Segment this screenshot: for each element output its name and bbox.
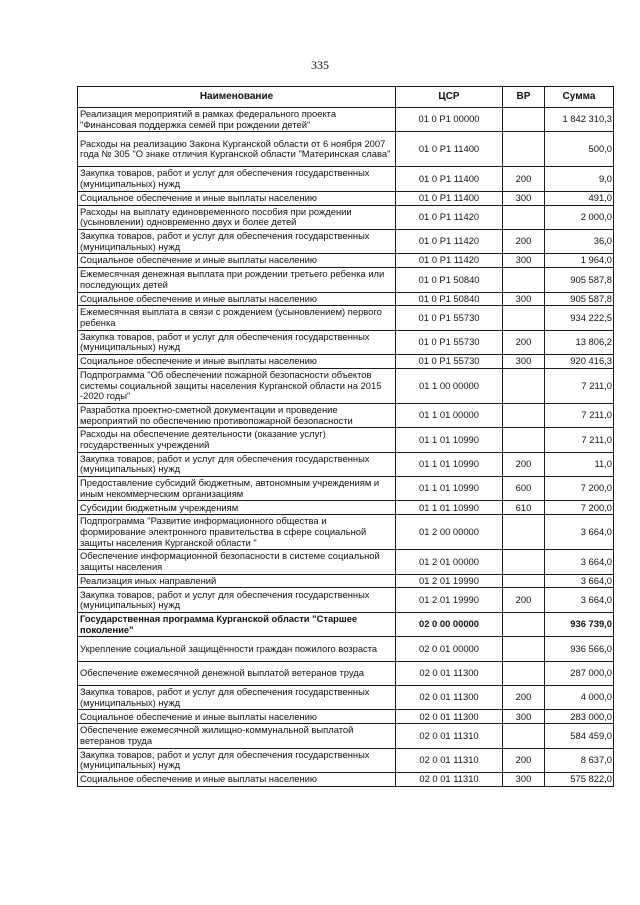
table-row (78, 355, 614, 369)
cell-name: Обеспечение ежемесячной денежной выплатой ветеранов труда (78, 661, 396, 685)
cell-csr: 02 0 01 00000 (396, 637, 503, 661)
cell-name: Реализация иных направлений (78, 574, 396, 588)
table-row (78, 191, 614, 205)
cell-sum: 936 739,0 (545, 612, 614, 636)
cell-vr: 200 (503, 330, 545, 354)
cell-sum: 287 000,0 (545, 661, 614, 685)
cell-name: Социальное обеспечение и иные выплаты населению (78, 254, 396, 268)
cell-vr: 200 (503, 588, 545, 612)
table-row (78, 403, 614, 427)
cell-name: Социальное обеспечение и иные выплаты населению (78, 292, 396, 306)
cell-name: Расходы на обеспечение деятельности (оказание услуг) государственных учреждений (78, 428, 396, 452)
table-row (78, 205, 614, 229)
page-number: 335 (311, 58, 329, 72)
cell-name: Социальное обеспечение и иные выплаты населению (78, 355, 396, 369)
cell-sum: 3 664,0 (545, 574, 614, 588)
cell-name: Ежемесячная денежная выплата при рождении третьего ребенка или последующих детей (78, 268, 396, 292)
table-row (78, 167, 614, 191)
cell-name: Реализация мероприятий в рамках федерального проекта "Финансовая поддержка семей при рождении детей" (78, 108, 396, 132)
cell-csr: 01 0 Р1 11400 (396, 132, 503, 167)
table-row (78, 292, 614, 306)
cell-name: Обеспечение ежемесячной жилищно-коммунальной выплатой ветеранов труда (78, 724, 396, 748)
cell-vr (503, 108, 545, 132)
cell-vr (503, 403, 545, 427)
cell-name: Закупка товаров, работ и услуг для обеспечения государственных (муниципальных) нужд (78, 167, 396, 191)
cell-name: Разработка проектно-сметной документации и проведение мероприятий по обеспечению противопожарной безопасности (78, 403, 396, 427)
cell-vr: 300 (503, 773, 545, 787)
cell-csr: 01 0 Р1 50840 (396, 268, 503, 292)
cell-name: Закупка товаров, работ и услуг для обеспечения государственных (муниципальных) нужд (78, 686, 396, 710)
header-name: Наименование (78, 87, 396, 108)
cell-sum: 1 842 310,3 (545, 108, 614, 132)
cell-sum: 4 000,0 (545, 686, 614, 710)
table-row (78, 108, 614, 132)
cell-sum: 1 964,0 (545, 254, 614, 268)
cell-name: Подпрограмма "Развитие информационного общества и формирование электронного правительства в сфере социальной защиты населения Курганской области " (78, 515, 396, 550)
cell-sum: 575 822,0 (545, 773, 614, 787)
table-row (78, 588, 614, 612)
table-row (78, 477, 614, 501)
cell-name: Закупка товаров, работ и услуг для обеспечения государственных (муниципальных) нужд (78, 330, 396, 354)
cell-vr (503, 368, 545, 403)
cell-name: Социальное обеспечение и иные выплаты населению (78, 710, 396, 724)
cell-sum: 13 806,2 (545, 330, 614, 354)
cell-vr (503, 574, 545, 588)
table-row (78, 724, 614, 748)
cell-csr: 01 2 00 00000 (396, 515, 503, 550)
cell-csr: 01 2 01 19990 (396, 588, 503, 612)
cell-vr (503, 637, 545, 661)
cell-csr: 01 1 01 10990 (396, 477, 503, 501)
cell-csr: 01 1 00 00000 (396, 368, 503, 403)
table-row (78, 773, 614, 787)
cell-vr: 300 (503, 191, 545, 205)
cell-sum: 3 664,0 (545, 588, 614, 612)
cell-sum: 7 200,0 (545, 477, 614, 501)
header-vr: ВР (503, 87, 545, 108)
cell-sum: 8 637,0 (545, 748, 614, 772)
cell-vr: 300 (503, 292, 545, 306)
cell-vr: 200 (503, 748, 545, 772)
cell-csr: 02 0 00 00000 (396, 612, 503, 636)
table-row (78, 254, 614, 268)
cell-csr: 02 0 01 11300 (396, 686, 503, 710)
cell-vr: 600 (503, 477, 545, 501)
table-row (78, 330, 614, 354)
cell-csr: 01 0 Р1 11400 (396, 191, 503, 205)
cell-csr: 01 2 01 00000 (396, 550, 503, 574)
table-row (78, 268, 614, 292)
table-row (78, 661, 614, 685)
cell-csr: 01 0 Р1 11420 (396, 254, 503, 268)
cell-vr (503, 550, 545, 574)
table-row (78, 710, 614, 724)
cell-csr: 01 0 Р1 50840 (396, 292, 503, 306)
table-row (78, 368, 614, 403)
cell-sum: 7 211,0 (545, 428, 614, 452)
cell-vr (503, 428, 545, 452)
cell-csr: 01 1 01 10990 (396, 428, 503, 452)
table-row (78, 132, 614, 167)
cell-vr: 200 (503, 686, 545, 710)
cell-name: Закупка товаров, работ и услуг для обеспечения государственных (муниципальных) нужд (78, 452, 396, 476)
table-row (78, 229, 614, 253)
cell-csr: 01 0 Р1 11420 (396, 229, 503, 253)
cell-sum: 7 211,0 (545, 403, 614, 427)
cell-vr (503, 205, 545, 229)
cell-vr (503, 306, 545, 330)
table-row (78, 574, 614, 588)
header-csr: ЦСР (396, 87, 503, 108)
cell-vr: 300 (503, 710, 545, 724)
table-row (78, 428, 614, 452)
cell-csr: 02 0 01 11310 (396, 773, 503, 787)
table-row (78, 748, 614, 772)
cell-name: Расходы на выплату единовременного пособия при рождении (усыновлении) одновременно двух и более детей (78, 205, 396, 229)
cell-name: Подпрограмма "Об обеспечении пожарной безопасности объектов системы социальной защиты населения Курганской области на 2015 -2020 годы" (78, 368, 396, 403)
cell-name: Укрепление социальной защищённости граждан пожилого возраста (78, 637, 396, 661)
cell-sum: 11,0 (545, 452, 614, 476)
cell-vr: 200 (503, 167, 545, 191)
header-sum: Сумма (545, 87, 614, 108)
cell-name: Ежемесячная выплата в связи с рождением (усыновлением) первого ребенка (78, 306, 396, 330)
cell-name: Расходы на реализацию Закона Курганской области от 6 ноября 2007 года № 305 "О знаке отличия Курганской области "Материнская слава" (78, 132, 396, 167)
cell-name: Закупка товаров, работ и услуг для обеспечения государственных (муниципальных) нужд (78, 748, 396, 772)
cell-csr: 01 1 01 10990 (396, 452, 503, 476)
cell-csr: 01 2 01 19990 (396, 574, 503, 588)
cell-vr: 200 (503, 229, 545, 253)
cell-vr: 300 (503, 254, 545, 268)
table-header-row (78, 87, 614, 108)
cell-csr: 02 0 01 11300 (396, 661, 503, 685)
cell-vr: 300 (503, 355, 545, 369)
cell-sum: 920 416,3 (545, 355, 614, 369)
cell-sum: 2 000,0 (545, 205, 614, 229)
budget-table (77, 86, 614, 787)
table-row (78, 515, 614, 550)
cell-sum: 584 459,0 (545, 724, 614, 748)
cell-vr (503, 724, 545, 748)
cell-name: Обеспечение информационной безопасности в системе социальной защиты населения (78, 550, 396, 574)
cell-vr: 610 (503, 501, 545, 515)
table-row (78, 501, 614, 515)
budget-table-container (77, 86, 613, 787)
cell-name: Закупка товаров, работ и услуг для обеспечения государственных (муниципальных) нужд (78, 588, 396, 612)
table-row (78, 612, 614, 636)
cell-csr: 02 0 01 11310 (396, 748, 503, 772)
cell-csr: 02 0 01 11310 (396, 724, 503, 748)
cell-vr (503, 268, 545, 292)
cell-csr: 01 0 Р1 00000 (396, 108, 503, 132)
cell-sum: 905 587,8 (545, 292, 614, 306)
cell-vr (503, 132, 545, 167)
cell-sum: 283 000,0 (545, 710, 614, 724)
cell-name: Социальное обеспечение и иные выплаты населению (78, 773, 396, 787)
cell-sum: 3 664,0 (545, 515, 614, 550)
cell-sum: 500,0 (545, 132, 614, 167)
cell-vr (503, 612, 545, 636)
cell-sum: 36,0 (545, 229, 614, 253)
cell-csr: 01 0 Р1 55730 (396, 306, 503, 330)
cell-sum: 7 211,0 (545, 368, 614, 403)
cell-name: Закупка товаров, работ и услуг для обеспечения государственных (муниципальных) нужд (78, 229, 396, 253)
cell-sum: 491,0 (545, 191, 614, 205)
cell-name: Государственная программа Курганской области "Старшее поколение" (78, 612, 396, 636)
cell-sum: 3 664,0 (545, 550, 614, 574)
cell-name: Субсидии бюджетным учреждениям (78, 501, 396, 515)
table-row (78, 550, 614, 574)
table-row (78, 686, 614, 710)
cell-csr: 01 0 Р1 11400 (396, 167, 503, 191)
table-row (78, 637, 614, 661)
table-body (78, 108, 614, 787)
table-row (78, 306, 614, 330)
cell-csr: 02 0 01 11300 (396, 710, 503, 724)
cell-sum: 936 566,0 (545, 637, 614, 661)
table-row (78, 452, 614, 476)
cell-csr: 01 0 Р1 55730 (396, 355, 503, 369)
cell-name: Социальное обеспечение и иные выплаты населению (78, 191, 396, 205)
cell-csr: 01 1 01 10990 (396, 501, 503, 515)
cell-csr: 01 0 Р1 11420 (396, 205, 503, 229)
cell-vr (503, 515, 545, 550)
cell-sum: 934 222,5 (545, 306, 614, 330)
cell-sum: 9,0 (545, 167, 614, 191)
cell-sum: 7 200,0 (545, 501, 614, 515)
cell-csr: 01 1 01 00000 (396, 403, 503, 427)
cell-csr: 01 0 Р1 55730 (396, 330, 503, 354)
cell-vr (503, 661, 545, 685)
cell-sum: 905 587,8 (545, 268, 614, 292)
cell-vr: 200 (503, 452, 545, 476)
cell-name: Предоставление субсидий бюджетным, автономным учреждениям и иным некоммерческим организациям (78, 477, 396, 501)
